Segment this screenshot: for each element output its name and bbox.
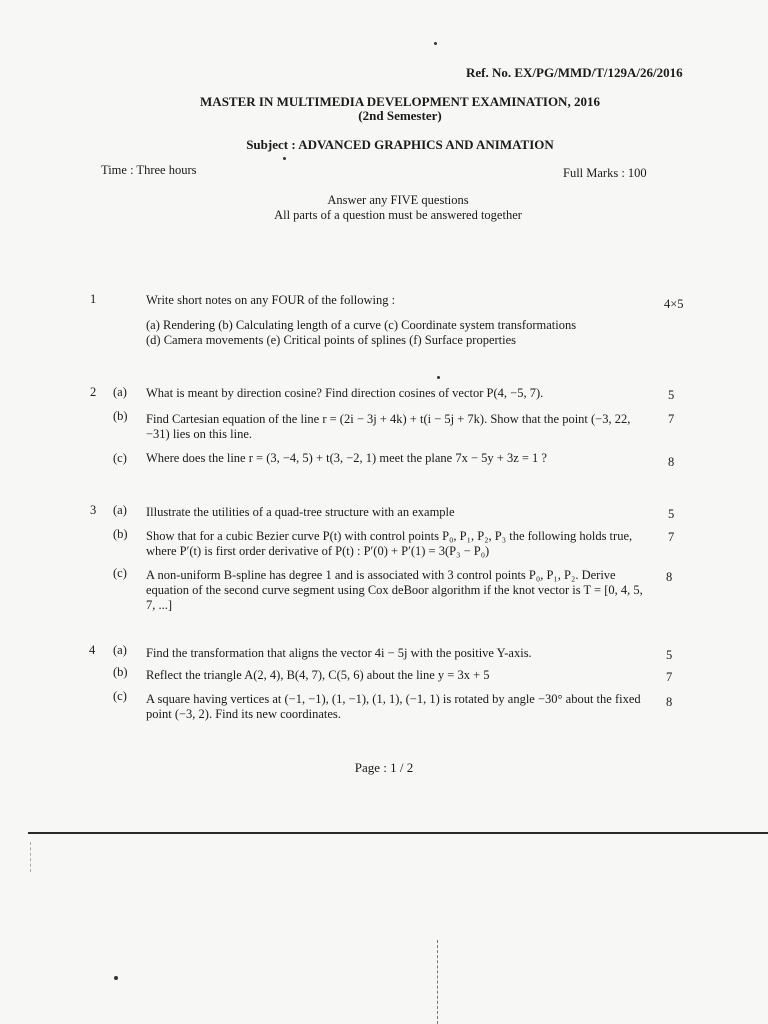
question-text: A square having vertices at (−1, −1), (1, −1), (1, 1), (−1, 1) is rotated by angle −30° about the fixed point (−3, 2). Find its new coordinates. (146, 692, 641, 721)
part-label: (b) (113, 665, 128, 679)
question-text: (a) Rendering (b) Calculating length of a curve (c) Coordinate system transformations (146, 318, 577, 332)
question-text: (d) Camera movements (e) Critical points of splines (f) Surface properties (146, 333, 517, 347)
marks-value: 5 (668, 507, 675, 521)
instruction-line: Answer any FIVE questions (327, 193, 469, 207)
question-text: Find the transformation that aligns the vector 4i − 5j with the positive Y-axis. (146, 646, 532, 660)
part-label: (b) (113, 409, 128, 423)
question-number: 1 (90, 292, 97, 306)
question-number: 2 (90, 385, 97, 399)
question-text: Illustrate the utilities of a quad-tree structure with an example (146, 505, 455, 519)
part-label: (a) (113, 643, 127, 657)
subject-title: Subject : ADVANCED GRAPHICS AND ANIMATION (246, 137, 554, 152)
part-label: (a) (113, 503, 127, 517)
marks-value: 7 (668, 412, 675, 426)
marks-value: 4×5 (664, 297, 684, 311)
time-allowed: Time : Three hours (101, 163, 197, 177)
part-label: (b) (113, 527, 128, 541)
question-number: 4 (89, 643, 96, 657)
scan-speck (283, 157, 286, 160)
instruction-line: All parts of a question must be answered together (274, 208, 522, 222)
part-label: (c) (113, 689, 127, 703)
page-edge-rule (28, 832, 768, 834)
marks-value: 7 (668, 530, 675, 544)
scan-speck (437, 376, 440, 379)
question-text: Find Cartesian equation of the line r = (2i − 3j + 4k) + t(i − 5j + 7k). Show that the point (−3, 22, −31) lies on this line. (146, 412, 631, 441)
marks-value: 5 (666, 648, 673, 662)
marks-value: 8 (666, 570, 673, 584)
part-label: (c) (113, 566, 127, 580)
scan-speck (114, 976, 118, 980)
page-number: Page : 1 / 2 (354, 760, 414, 775)
question-text: A non-uniform B-spline has degree 1 and is associated with 3 control points P₀, P₁, P₂. Derive equation of the second curve segment using Cox deBoor algorithm if the knot vector is T = [0, 4, 5, 7, ...] (146, 568, 643, 612)
question-text: Where does the line r = (3, −4, 5) + t(3, −2, 1) meet the plane 7x − 5y + 3z = 1 ? (146, 451, 547, 465)
part-label: (a) (113, 385, 127, 399)
part-label: (c) (113, 451, 127, 465)
scan-fold-line (30, 842, 31, 872)
exam-title: MASTER IN MULTIMEDIA DEVELOPMENT EXAMINATION, 2016 (200, 94, 600, 109)
marks-value: 8 (668, 455, 675, 469)
question-number: 3 (90, 503, 97, 517)
full-marks: Full Marks : 100 (563, 166, 647, 180)
scan-fold-line (437, 940, 438, 1024)
marks-value: 8 (666, 695, 673, 709)
question-text: Show that for a cubic Bezier curve P(t) with control points P₀, P₁, P₂, P₃ the following holds true, where P′(t) is first order derivative of P(t) : P′(0) + P′(1) = 3(P₃ − P₀) (146, 529, 633, 558)
question-text: Reflect the triangle A(2, 4), B(4, 7), C(5, 6) about the line y = 3x + 5 (146, 668, 490, 682)
scan-speck (434, 42, 437, 45)
marks-value: 7 (666, 670, 673, 684)
question-text: What is meant by direction cosine? Find direction cosines of vector P(4, −5, 7). (146, 386, 544, 400)
marks-value: 5 (668, 388, 675, 402)
reference-number: Ref. No. EX/PG/MMD/T/129A/26/2016 (466, 65, 683, 80)
question-text: Write short notes on any FOUR of the following : (146, 293, 396, 307)
semester-label: (2nd Semester) (358, 108, 442, 123)
